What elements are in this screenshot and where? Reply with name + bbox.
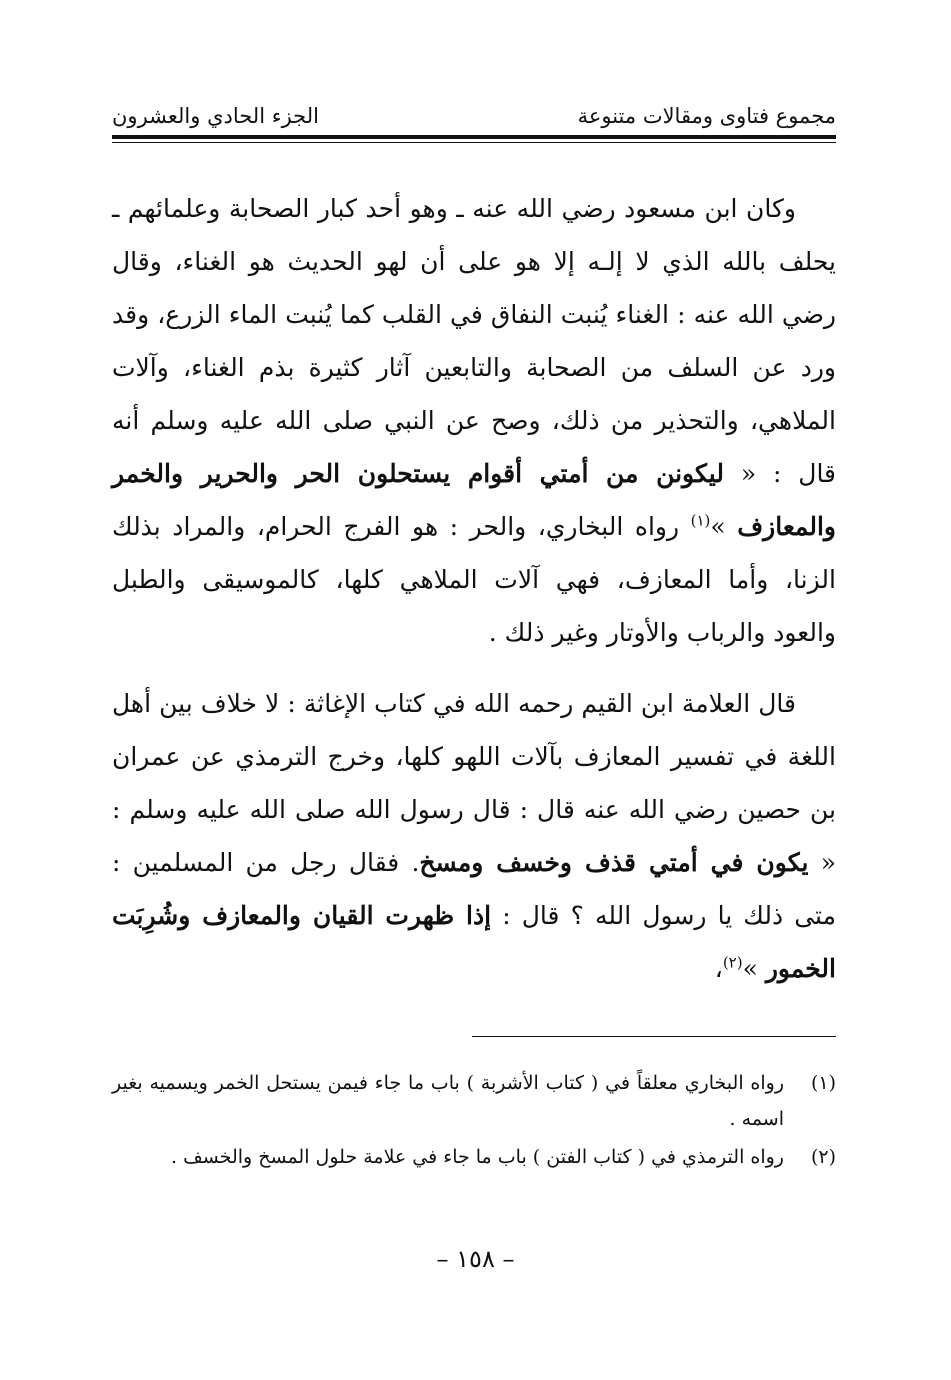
paragraph-2-text-a: قال العلامة ابن القيم رحمه الله في كتاب الإغاثة : لا خلاف بين أهل اللغة في تفسير المعازف بآلات اللهو كلها، وخرج الترمذي عن عمران بن حصين رضي الله عنه قال : قال رسول الله صلى الله عليه وسلم : « [112,689,836,877]
volume-label: الجزء الحادي والعشرون [112,104,319,128]
header-rule-thin [112,142,836,143]
footnote-separator [472,1036,836,1037]
paragraph-2 [112,677,836,995]
hadith-quote-2: يكون في أمتي قذف وخسف ومسخ [419,848,809,877]
hadith-quote-1: ليكونن من أمتي أقوام يستحلون الحر والحرير والخمر والمعازف [112,459,836,541]
footnote-ref-2: (٢) [722,953,743,972]
paragraph-2-text-c: ، [714,954,723,983]
footnote-text: رواه البخاري معلقاً في ( كتاب الأشربة ) باب ما جاء فيمن يستحل الخمر ويسميه بغير اسمه . [112,1072,784,1130]
footnote-2 [112,1139,836,1175]
footnote-number: (٢) [810,1146,836,1168]
paragraph-1-text-b: رواه البخاري، والحر : هو الفرج الحرام، والمراد بذلك الزنا، وأما المعازف، فهي آلات الملاهي كلها، كالموسيقى والطبل والعود والرباب والأوتار وغير ذلك . [112,512,836,647]
main-text [112,182,836,995]
footnote-text: رواه الترمذي في ( كتاب الفتن ) باب ما جاء في علامة حلول المسخ والخسف . [170,1146,784,1168]
page-number: – ١٥٨ – [436,1245,515,1273]
footnote-1 [112,1065,836,1137]
header-rule-thick [112,135,836,139]
quote-close-1: » [710,512,726,541]
footnote-ref-1: (١) [690,511,711,530]
paragraph-1-text-a: وكان ابن مسعود رضي الله عنه ـ وهو أحد كبار الصحابة وعلمائهم ـ يحلف بالله الذي لا إلـه إلا هو على أن لهو الحديث هو الغناء، وقال رضي الله عنه : الغناء يُنبت النفاق في القلب كما يُنبت الماء الزرع، وقد ورد عن السلف من الصحابة والتابعين آثار كثيرة بذم الغناء، وآلات الملاهي، والتحذير من ذلك، وصح عن النبي صلى الله عليه وسلم أنه قال : « [112,194,837,488]
quote-close-2: » [742,954,766,983]
paragraph-1 [112,182,836,659]
running-header [112,100,836,132]
hadith-quote-3: إذا ظهرت القيان والمعازف وشُرِبَت الخمور [112,901,836,983]
footnote-number: (١) [810,1072,836,1094]
paragraph-2-text-b: . فقال رجل من المسلمين : متى ذلك يا رسول الله ؟ قال : [112,848,836,930]
footnotes [112,1065,836,1177]
book-title: مجموع فتاوى ومقالات متنوعة [577,104,836,128]
